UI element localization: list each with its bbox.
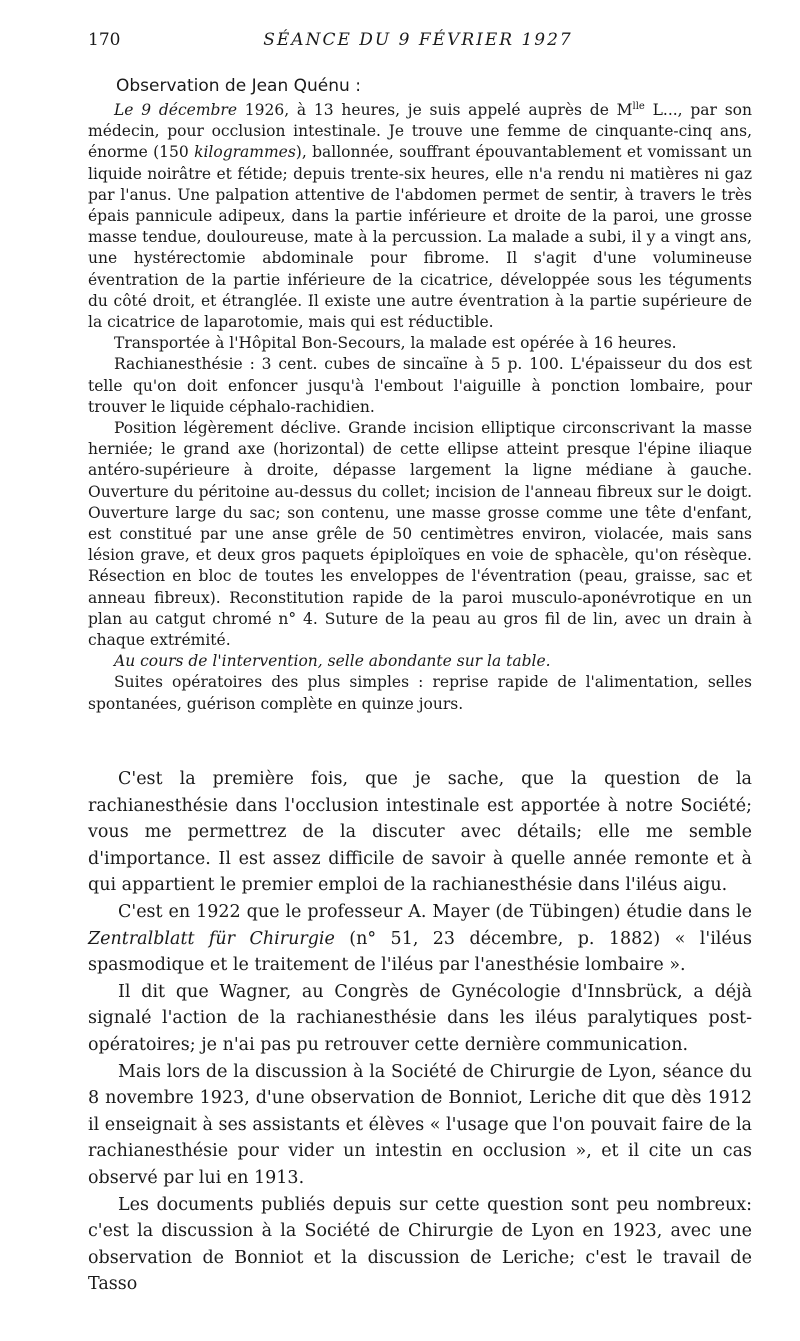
body-paragraph-5: Les documents publiés depuis sur cette question sont peu nombreux: c'est la discussion à la Société de Chirurgie de Lyon en 1923, avec une observation de Bonniot et la discussion de Leriche; c'est le travail de Tasso [88, 1194, 752, 1295]
body-paragraph-3: Il dit que Wagner, au Congrès de Gynécologie d'Innsbrück, a déjà signalé l'action de la rachianesthésie dans les iléus paralytiques post-opératoires; je n'ai pas pu retrouver cette dernière communication. [88, 981, 752, 1055]
observation-text-span: 1926, à 13 heures, je suis appelé auprès de M [237, 101, 633, 119]
observation-title: Observation de Jean Quénu : [116, 76, 361, 96]
main-text [88, 766, 752, 1298]
body-text-span: (n° 51, 23 décembre, p. 1882) « l'iléus spasmodique et le traitement de l'iléus par l'anesthésie lombaire ». [88, 928, 752, 976]
journal-title: Zentralblatt für Chirurgie [88, 928, 335, 949]
observation-paragraph-4: Position légèrement déclive. Grande incision elliptique circonscrivant la masse herniée; le grand axe (horizontal) de cette ellipse atteint presque l'épine iliaque antéro-supérieure à droite, dépasse largement la ligne médiane à gauche. Ouverture du péritoine au-dessus du collet; incision de l'anneau fibreux sur le doigt. Ouverture large du sac; son contenu, une masse grosse comme une tête d'enfant, est constitué par une anse grêle de 50 centimètres environ, violacée, mais sans lésion grave, et deux gros paquets épiploïques en voie de sphacèle, qu'on résèque. Résection en bloc de toutes les enveloppes de l'éventration (peau, graisse, sac et anneau fibreux). Reconstitution rapide de la paroi musculo-aponévrotique en un plan au catgut chromé n° 4. Suture de la peau au gros fil de lin, avec un drain à chaque extrémité. [88, 419, 752, 650]
page-header [88, 30, 748, 52]
observation-paragraph-6: Suites opératoires des plus simples : reprise rapide de l'alimentation, selles spontanées, guérison complète en quinze jours. [88, 673, 752, 713]
observation-text [88, 100, 752, 715]
observation-paragraph-1 [88, 100, 752, 333]
body-paragraph-1: C'est la première fois, que je sache, que la question de la rachianesthésie dans l'occlusion intestinale est apportée à notre Société; vous me permettrez de la discuter avec détails; elle me semble d'importance. Il est assez difficile de savoir à quelle année remonte et à qui appartient le premier emploi de la rachianesthésie dans l'iléus aigu. [88, 769, 752, 896]
body-paragraph-2 [88, 899, 752, 979]
running-title: SÉANCE DU 9 FÉVRIER 1927 [263, 30, 573, 50]
observation-text-span: L..., par son médecin, pour occlusion intestinale. Je trouve une femme de cinquante-cinq ans, énorme (150 [88, 101, 752, 162]
observation-paragraph-5: Au cours de l'intervention, selle abondante sur la table. [114, 652, 551, 671]
observation-paragraph-3: Rachianesthésie : 3 cent. cubes de sincaïne à 5 p. 100. L'épaisseur du dos est telle qu'on doit enfoncer jusqu'à l'embout l'aiguille à ponction lombaire, pour trouver le liquide céphalo-rachidien. [88, 355, 752, 416]
page-number: 170 [88, 30, 121, 50]
title-superscript: lle [632, 101, 645, 112]
weight-unit: kilogrammes [194, 143, 296, 162]
observation-date: Le 9 décembre [114, 101, 238, 119]
body-paragraph-4: Mais lors de la discussion à la Société de Chirurgie de Lyon, séance du 8 novembre 1923, d'une observation de Bonniot, Leriche dit que dès 1912 il enseignait à ses assistants et élèves « l'usage que l'on pouvait faire de la rachianesthésie pour vider un intestin en occlusion », et il cite un cas observé par lui en 1913. [88, 1061, 752, 1188]
observation-paragraph-2: Transportée à l'Hôpital Bon-Secours, la malade est opérée à 16 heures. [114, 334, 677, 353]
observation-text-span: ), ballonnée, souffrant épouvantablement et vomissant un liquide noirâtre et fétide; depuis trente-six heures, elle n'a rendu ni matières ni gaz par l'anus. Une palpation attentive de l'abdomen permet de sentir, à travers le très épais pannicule adipeux, dans la partie inférieure et droite de la paroi, une grosse masse tendue, douloureuse, mate à la percussion. La malade a subi, il y a vingt ans, une hystérectomie abdominale pour fibrome. Il s'agit d'une volumineuse éventration de la partie inférieure de la cicatrice, développée sous les téguments du côté droit, et étranglée. Il existe une autre éventration à la partie supérieure de la cicatrice de laparotomie, mais qui est réductible. [88, 143, 752, 332]
body-text-span: C'est en 1922 que le professeur A. Mayer (de Tübingen) étudie dans le [118, 901, 752, 922]
